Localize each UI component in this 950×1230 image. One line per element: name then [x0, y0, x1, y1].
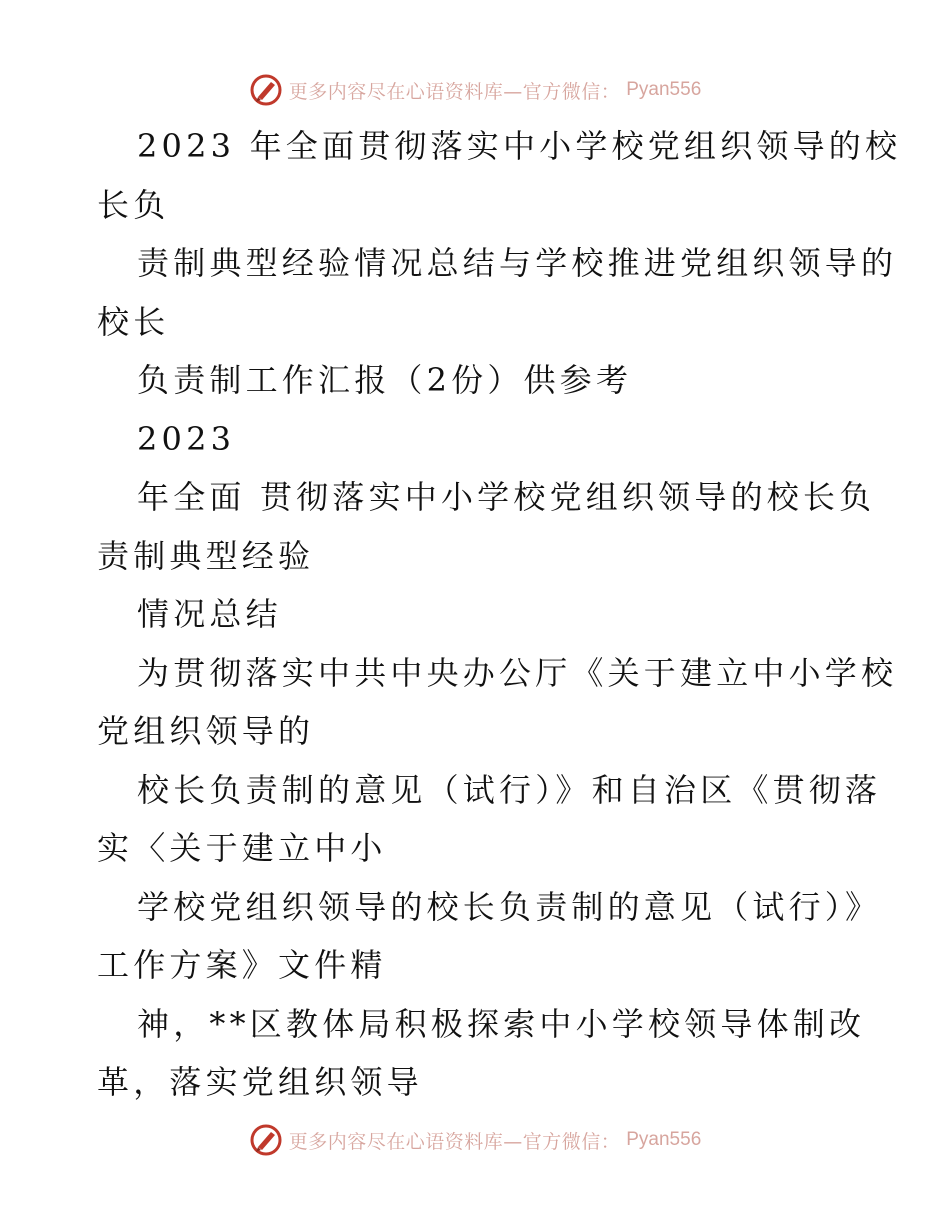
paragraph-line: 校长负责制的意见（试行）》和自治区《贯彻落 [137, 770, 882, 809]
pen-logo-icon [249, 73, 283, 107]
title-line: 长负 [97, 185, 170, 224]
section-heading-line: 年全面 贯彻落实中小学校党组织领导的校长负 [137, 478, 876, 516]
title-line: 校长 [97, 302, 170, 341]
title-line: 负责制工作汇报（2份）供参考 [137, 361, 633, 399]
watermark-id: Pyan556 [626, 79, 702, 100]
paragraph-line: 工作方案》文件精 [97, 946, 387, 984]
paragraph-line: 为贯彻落实中共中央办公厅《关于建立中小学校 [137, 653, 898, 692]
paragraph-line: 党组织领导的 [97, 712, 315, 750]
footer-watermark [0, 1120, 950, 1160]
paragraph-line: 实〈关于建立中小 [97, 829, 387, 867]
section-heading-line: 责制典型经验 [97, 536, 315, 575]
title-line: 责制典型经验情况总结与学校推进党组织领导的 [137, 244, 898, 282]
paragraph-line: 学校党组织领导的校长负责制的意见（试行）》 [137, 887, 882, 926]
watermark-text: 更多内容尽在心语资料库—官方微信： [288, 1130, 621, 1153]
document-body [97, 117, 902, 1112]
watermark-text: 更多内容尽在心语资料库—官方微信： [288, 80, 621, 103]
title-line: 2023 年全面贯彻落实中小学校党组织领导的校 [137, 127, 902, 165]
paragraph-line: 神，**区教体局积极探索中小学校领导体制改 [137, 1004, 866, 1043]
header-watermark [0, 70, 950, 110]
watermark-id: Pyan556 [626, 1129, 702, 1150]
section-heading-line: 情况总结 [137, 595, 282, 633]
pen-logo-icon [249, 1123, 283, 1157]
paragraph-line: 革，落实党组织领导 [97, 1063, 423, 1101]
section-heading-line: 2023 [137, 419, 236, 458]
